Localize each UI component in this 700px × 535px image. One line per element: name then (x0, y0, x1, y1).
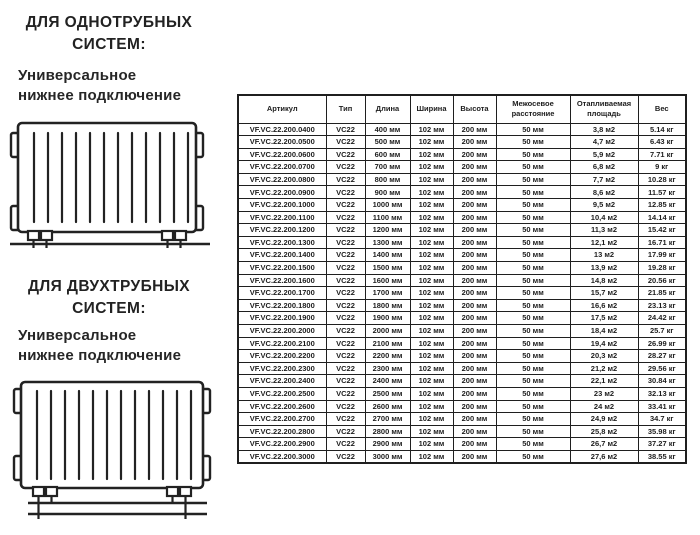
table-row (238, 224, 686, 237)
table-cell: 25.7 кг (638, 325, 686, 338)
table-cell: 1400 мм (365, 249, 410, 262)
table-cell: 25,8 м2 (570, 425, 638, 438)
table-cell: 102 мм (410, 274, 453, 287)
radiator-diagram-two-pipe (10, 376, 214, 526)
table-cell: 200 мм (453, 350, 496, 363)
table-cell: 200 мм (453, 186, 496, 199)
column-header: Высота (453, 95, 496, 123)
table-cell: 200 мм (453, 362, 496, 375)
table-cell: VC22 (326, 325, 365, 338)
table-cell: VF.VC.22.200.2300 (238, 362, 326, 375)
table-cell: 200 мм (453, 236, 496, 249)
table-cell: 102 мм (410, 299, 453, 312)
table-row (238, 249, 686, 262)
table-cell: VF.VC.22.200.2400 (238, 375, 326, 388)
table-cell: 11,3 м2 (570, 224, 638, 237)
specs-table-body (238, 123, 686, 463)
table-cell: 50 мм (496, 287, 570, 300)
subheading-line: нижнее подключение (18, 347, 182, 365)
table-row (238, 236, 686, 249)
table-cell: VC22 (326, 186, 365, 199)
table-cell: VC22 (326, 249, 365, 262)
table-cell: 12.85 кг (638, 199, 686, 212)
table-cell: VF.VC.22.200.1900 (238, 312, 326, 325)
table-cell: 1600 мм (365, 274, 410, 287)
table-cell: 2500 мм (365, 387, 410, 400)
table-cell: 27,6 м2 (570, 450, 638, 463)
table-row (238, 387, 686, 400)
table-cell: VF.VC.22.200.2500 (238, 387, 326, 400)
table-cell: VC22 (326, 173, 365, 186)
table-cell: 200 мм (453, 337, 496, 350)
table-cell: 2600 мм (365, 400, 410, 413)
table-cell: 102 мм (410, 362, 453, 375)
table-row (238, 299, 686, 312)
table-cell: VF.VC.22.200.2800 (238, 425, 326, 438)
heading-line: ДЛЯ ОДНОТРУБНЫХ (25, 14, 193, 31)
table-row (238, 400, 686, 413)
table-cell: 102 мм (410, 249, 453, 262)
table-cell: VF.VC.22.200.1700 (238, 287, 326, 300)
table-cell: 50 мм (496, 325, 570, 338)
table-cell: 8,6 м2 (570, 186, 638, 199)
table-cell: 1800 мм (365, 299, 410, 312)
subheading-line: Универсальное (18, 327, 137, 344)
table-row (238, 287, 686, 300)
table-cell: 35.98 кг (638, 425, 686, 438)
table-cell: 50 мм (496, 161, 570, 174)
table-cell: 1300 мм (365, 236, 410, 249)
table-cell: VC22 (326, 350, 365, 363)
table-cell: VC22 (326, 211, 365, 224)
specs-table (237, 94, 687, 464)
table-cell: 24 м2 (570, 400, 638, 413)
table-cell: VC22 (326, 123, 365, 136)
table-cell: 32.13 кг (638, 387, 686, 400)
subheading-line: Универсальное (18, 67, 137, 84)
table-row (238, 186, 686, 199)
table-cell: 102 мм (410, 350, 453, 363)
radiator-diagram-single-pipe (8, 116, 212, 250)
table-cell: 102 мм (410, 224, 453, 237)
table-cell: 200 мм (453, 274, 496, 287)
table-cell: 102 мм (410, 450, 453, 463)
table-cell: 500 мм (365, 136, 410, 149)
table-cell: 20.56 кг (638, 274, 686, 287)
table-cell: 28.27 кг (638, 350, 686, 363)
table-cell: VF.VC.22.200.0700 (238, 161, 326, 174)
table-cell: 50 мм (496, 362, 570, 375)
table-cell: 50 мм (496, 387, 570, 400)
table-cell: 1700 мм (365, 287, 410, 300)
table-cell: 102 мм (410, 337, 453, 350)
table-cell: 102 мм (410, 400, 453, 413)
table-cell: VF.VC.22.200.1600 (238, 274, 326, 287)
table-cell: 3,8 м2 (570, 123, 638, 136)
column-header: Тип (326, 95, 365, 123)
table-cell: 26,7 м2 (570, 438, 638, 451)
table-cell: 50 мм (496, 375, 570, 388)
table-cell: VC22 (326, 362, 365, 375)
table-cell: 50 мм (496, 249, 570, 262)
table-row (238, 375, 686, 388)
header-row (238, 95, 686, 123)
table-cell: VC22 (326, 413, 365, 426)
table-cell: 15.42 кг (638, 224, 686, 237)
table-cell: 1500 мм (365, 262, 410, 275)
table-cell: 200 мм (453, 211, 496, 224)
table-cell: VF.VC.22.200.2700 (238, 413, 326, 426)
table-cell: 9,5 м2 (570, 199, 638, 212)
table-cell: 200 мм (453, 438, 496, 451)
table-row (238, 136, 686, 149)
table-cell: 24,9 м2 (570, 413, 638, 426)
table-row (238, 199, 686, 212)
table-cell: 102 мм (410, 287, 453, 300)
table-cell: 26.99 кг (638, 337, 686, 350)
column-header: Артикул (238, 95, 326, 123)
table-cell: 13,9 м2 (570, 262, 638, 275)
table-cell: 2700 мм (365, 413, 410, 426)
table-cell: 33.41 кг (638, 400, 686, 413)
table-cell: VC22 (326, 161, 365, 174)
table-cell: 200 мм (453, 387, 496, 400)
table-cell: 50 мм (496, 337, 570, 350)
table-cell: 11.57 кг (638, 186, 686, 199)
table-cell: VC22 (326, 337, 365, 350)
table-cell: VC22 (326, 312, 365, 325)
table-cell: 50 мм (496, 211, 570, 224)
table-cell: 2900 мм (365, 438, 410, 451)
table-row (238, 211, 686, 224)
subheading-line: нижнее подключение (18, 87, 182, 105)
table-cell: 19,4 м2 (570, 337, 638, 350)
table-row (238, 337, 686, 350)
heading-line: ДЛЯ ДВУХТРУБНЫХ (27, 278, 191, 295)
section-subheading-single-pipe (18, 66, 218, 107)
table-row (238, 325, 686, 338)
table-cell: VC22 (326, 287, 365, 300)
table-cell: 21.85 кг (638, 287, 686, 300)
table-cell: 102 мм (410, 123, 453, 136)
table-cell: 5,9 м2 (570, 148, 638, 161)
table-cell: 15,7 м2 (570, 287, 638, 300)
table-cell: 50 мм (496, 299, 570, 312)
table-cell: 50 мм (496, 450, 570, 463)
table-cell: 102 мм (410, 325, 453, 338)
table-cell: 2800 мм (365, 425, 410, 438)
table-cell: 38.55 кг (638, 450, 686, 463)
heading-line: СИСТЕМ: (72, 36, 146, 53)
table-cell: VF.VC.22.200.1300 (238, 236, 326, 249)
table-cell: 50 мм (496, 312, 570, 325)
table-cell: 37.27 кг (638, 438, 686, 451)
table-cell: 50 мм (496, 123, 570, 136)
table-cell: 4,7 м2 (570, 136, 638, 149)
table-cell: 10.28 кг (638, 173, 686, 186)
table-cell: 14.14 кг (638, 211, 686, 224)
table-cell: VC22 (326, 438, 365, 451)
table-row (238, 450, 686, 463)
table-cell: 200 мм (453, 136, 496, 149)
table-cell: 200 мм (453, 400, 496, 413)
table-cell: 50 мм (496, 413, 570, 426)
heading-line: СИСТЕМ: (72, 300, 146, 317)
table-cell: 7.71 кг (638, 148, 686, 161)
table-cell: 6,8 м2 (570, 161, 638, 174)
table-cell: VF.VC.22.200.1800 (238, 299, 326, 312)
table-cell: VF.VC.22.200.1400 (238, 249, 326, 262)
table-cell: 700 мм (365, 161, 410, 174)
table-cell: 21,2 м2 (570, 362, 638, 375)
table-cell: 102 мм (410, 199, 453, 212)
table-cell: 16,6 м2 (570, 299, 638, 312)
table-cell: 2100 мм (365, 337, 410, 350)
section-subheading-two-pipe (18, 326, 218, 367)
table-cell: 50 мм (496, 186, 570, 199)
table-cell: 102 мм (410, 438, 453, 451)
table-cell: 29.56 кг (638, 362, 686, 375)
table-cell: VC22 (326, 387, 365, 400)
table-cell: 50 мм (496, 425, 570, 438)
table-row (238, 123, 686, 136)
table-cell: 200 мм (453, 312, 496, 325)
table-cell: 102 мм (410, 425, 453, 438)
table-cell: 200 мм (453, 450, 496, 463)
table-cell: 900 мм (365, 186, 410, 199)
table-cell: 200 мм (453, 425, 496, 438)
table-cell: 102 мм (410, 236, 453, 249)
column-header: Ширина (410, 95, 453, 123)
table-cell: 2300 мм (365, 362, 410, 375)
section-heading-single-pipe (6, 12, 212, 56)
table-cell: 600 мм (365, 148, 410, 161)
table-cell: 2400 мм (365, 375, 410, 388)
table-cell: 200 мм (453, 413, 496, 426)
table-cell: 200 мм (453, 287, 496, 300)
section-heading-two-pipe (6, 276, 212, 320)
table-cell: 14,8 м2 (570, 274, 638, 287)
table-cell: 200 мм (453, 262, 496, 275)
table-cell: 50 мм (496, 438, 570, 451)
table-cell: 50 мм (496, 274, 570, 287)
table-cell: 50 мм (496, 350, 570, 363)
table-row (238, 438, 686, 451)
table-cell: 3000 мм (365, 450, 410, 463)
table-cell: 102 мм (410, 413, 453, 426)
table-cell: 200 мм (453, 249, 496, 262)
table-cell: VC22 (326, 236, 365, 249)
table-cell: 1200 мм (365, 224, 410, 237)
table-cell: VF.VC.22.200.1200 (238, 224, 326, 237)
table-cell: VF.VC.22.200.0600 (238, 148, 326, 161)
table-cell: 50 мм (496, 136, 570, 149)
table-cell: VF.VC.22.200.0900 (238, 186, 326, 199)
column-header: Длина (365, 95, 410, 123)
table-cell: 50 мм (496, 199, 570, 212)
table-cell: VF.VC.22.200.3000 (238, 450, 326, 463)
table-row (238, 413, 686, 426)
table-row (238, 161, 686, 174)
table-cell: 400 мм (365, 123, 410, 136)
table-cell: 200 мм (453, 123, 496, 136)
table-cell: 9 кг (638, 161, 686, 174)
table-cell: 34.7 кг (638, 413, 686, 426)
table-cell: VC22 (326, 148, 365, 161)
table-cell: 12,1 м2 (570, 236, 638, 249)
table-cell: 102 мм (410, 173, 453, 186)
table-cell: 800 мм (365, 173, 410, 186)
table-cell: 200 мм (453, 199, 496, 212)
table-cell: 30.84 кг (638, 375, 686, 388)
table-row (238, 312, 686, 325)
table-cell: VF.VC.22.200.1000 (238, 199, 326, 212)
table-cell: 102 мм (410, 161, 453, 174)
table-cell: VC22 (326, 274, 365, 287)
table-cell: VC22 (326, 199, 365, 212)
table-cell: 200 мм (453, 173, 496, 186)
table-cell: 24.42 кг (638, 312, 686, 325)
table-cell: 5.14 кг (638, 123, 686, 136)
table-cell: 50 мм (496, 224, 570, 237)
table-cell: 50 мм (496, 236, 570, 249)
table-cell: 13 м2 (570, 249, 638, 262)
table-cell: 16.71 кг (638, 236, 686, 249)
table-cell: 20,3 м2 (570, 350, 638, 363)
table-cell: VF.VC.22.200.2600 (238, 400, 326, 413)
table-cell: 102 мм (410, 186, 453, 199)
table-cell: 50 мм (496, 148, 570, 161)
table-row (238, 274, 686, 287)
table-cell: VF.VC.22.200.2000 (238, 325, 326, 338)
table-cell: VF.VC.22.200.1500 (238, 262, 326, 275)
table-cell: 17,5 м2 (570, 312, 638, 325)
table-cell: VC22 (326, 450, 365, 463)
table-cell: 50 мм (496, 262, 570, 275)
column-header: Отапливаемая площадь (570, 95, 638, 123)
table-cell: VC22 (326, 425, 365, 438)
specs-table-head (238, 95, 686, 123)
column-header: Межосевое расстояние (496, 95, 570, 123)
table-cell: 102 мм (410, 136, 453, 149)
table-cell: 200 мм (453, 325, 496, 338)
table-row (238, 173, 686, 186)
table-cell: VF.VC.22.200.1100 (238, 211, 326, 224)
table-cell: 200 мм (453, 299, 496, 312)
table-cell: 102 мм (410, 387, 453, 400)
table-row (238, 148, 686, 161)
table-cell: 18,4 м2 (570, 325, 638, 338)
table-cell: 7,7 м2 (570, 173, 638, 186)
table-cell: 200 мм (453, 148, 496, 161)
table-cell: 50 мм (496, 400, 570, 413)
table-cell: 102 мм (410, 375, 453, 388)
table-cell: VF.VC.22.200.2900 (238, 438, 326, 451)
table-cell: 102 мм (410, 211, 453, 224)
table-cell: VF.VC.22.200.0500 (238, 136, 326, 149)
table-cell: 23 м2 (570, 387, 638, 400)
table-cell: 2000 мм (365, 325, 410, 338)
table-cell: 17.99 кг (638, 249, 686, 262)
table-cell: 10,4 м2 (570, 211, 638, 224)
table-cell: VC22 (326, 262, 365, 275)
table-cell: 1900 мм (365, 312, 410, 325)
table-cell: VF.VC.22.200.2200 (238, 350, 326, 363)
table-cell: 2200 мм (365, 350, 410, 363)
table-cell: 200 мм (453, 375, 496, 388)
table-cell: 1000 мм (365, 199, 410, 212)
table-cell: 23.13 кг (638, 299, 686, 312)
table-row (238, 425, 686, 438)
table-cell: 102 мм (410, 148, 453, 161)
table-cell: VC22 (326, 299, 365, 312)
table-row (238, 350, 686, 363)
table-cell: VF.VC.22.200.0800 (238, 173, 326, 186)
table-cell: 6.43 кг (638, 136, 686, 149)
table-cell: 50 мм (496, 173, 570, 186)
table-cell: 102 мм (410, 312, 453, 325)
table-cell: VC22 (326, 375, 365, 388)
table-cell: 200 мм (453, 224, 496, 237)
table-cell: VF.VC.22.200.0400 (238, 123, 326, 136)
table-row (238, 362, 686, 375)
table-cell: VC22 (326, 400, 365, 413)
table-cell: 102 мм (410, 262, 453, 275)
table-cell: 22,1 м2 (570, 375, 638, 388)
table-cell: VF.VC.22.200.2100 (238, 337, 326, 350)
table-cell: VC22 (326, 136, 365, 149)
table-cell: 200 мм (453, 161, 496, 174)
table-cell: 19.28 кг (638, 262, 686, 275)
table-cell: VC22 (326, 224, 365, 237)
table-cell: 1100 мм (365, 211, 410, 224)
table-row (238, 262, 686, 275)
column-header: Вес (638, 95, 686, 123)
